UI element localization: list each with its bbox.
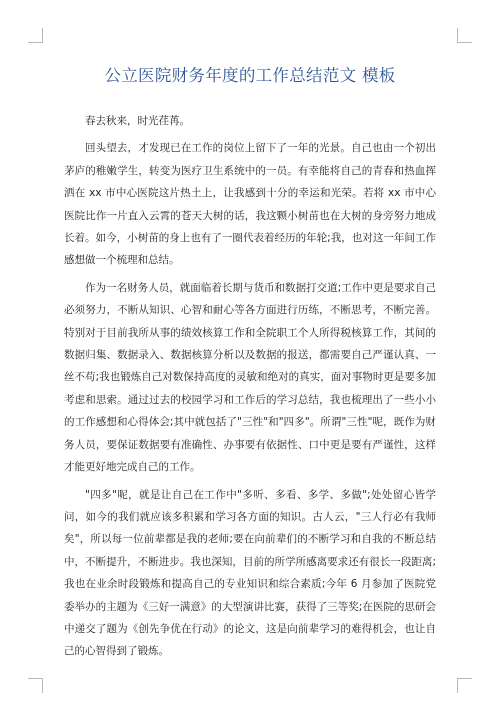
document-title: 公立医院财务年度的工作总结范文 模板 xyxy=(104,66,396,85)
paragraph-opening: 春去秋来，时光荏苒。 xyxy=(85,115,190,127)
document-body xyxy=(64,110,436,668)
page-corner-mark-top-right xyxy=(457,28,472,43)
page-corner-mark-bottom-left xyxy=(28,678,43,693)
paragraph-finance-work: 作为一名财务人员，就面临着长期与货币和数据打交道;工作中更是要求自己必须努力，不断从知识、心智和耐心等各方面进行历练，不断思考，不断完善。特别对于目前我所从事的绩效核算工作和全院职工个人所得税核算工作，其间的数据归集、数据录入、数据核算分析以及数据的报送，都需要自己严谨认真、一丝不苟;我也锻炼自己对数保持高度的灵敏和绝对的真实，面对事物时更是要多加考虑和思索。通过过去的校园学习和工作后的学习总结，我也梳理出了一些小小的工作感想和心得体会;其中就包括了"三性"和"四多"。所谓"三性"呢，既作为财务人员，要保证数据要有准确性、办事要有依据性、口中更是要有严谨性，这样才能更好地完成自己的工作。 xyxy=(64,281,436,474)
page-corner-mark-bottom-right xyxy=(457,678,472,693)
paragraph-four-more: "四多"呢，就是让自己在工作中"多听、多看、多学、多做";处处留心皆学问，如今的我们就应该多积累和学习各方面的知识。古人云，"三人行必有我师矣"，所以每一位前辈都是我的老师;要在向前辈们的不断学习和自我的不断总结中，不断提升，不断进步。我也深知，目前的所学所感离要求还有很长一段距离;我也在业余时段锻炼和提高自己的专业知识和综合素质;今年 6 月参加了医院党委举办的主题为《三好一满意》的大型演讲比赛，获得了三等奖;在医院的思研会中递交了题为《创先争优在行动》的论文，这是向前辈学习的难得机会，也让自己的心智得到了锻炼。 xyxy=(64,488,436,658)
page-corner-mark-top-left xyxy=(28,28,43,43)
paragraph-introduction: 回头望去，才发现已在工作的岗位上留下了一年的光景。自己也由一个初出茅庐的稚嫩学生，转变为医疗卫生系统中的一员。有幸能将自己的青春和热血挥洒在 xx 市中心医院这片热土上，让我感到十分的幸运和光荣。若将 xx 市中心医院比作一片直入云霄的苍天大树的话，我这颗小树苗也在大树的身旁努力地成长着。如今，小树苗的身上也有了一圈代表着经历的年轮;我，也对这一年间工作感想做一个梳理和总结。 xyxy=(64,142,436,267)
